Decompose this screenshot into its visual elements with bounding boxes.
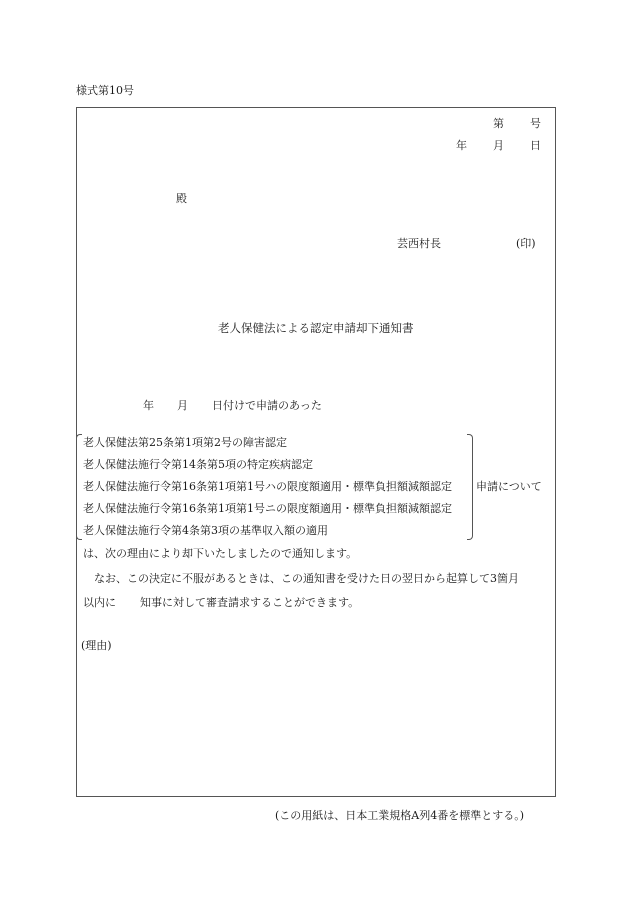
items-bracket-left (76, 434, 82, 540)
application-year: 年 (143, 399, 154, 412)
body-line-1: は、次の理由により却下いたしましたので通知します。 (83, 547, 358, 560)
document-number-suffix: 号 (530, 117, 541, 130)
reason-label: (理由) (81, 639, 112, 652)
date-month: 月 (493, 139, 504, 152)
application-month: 月 (177, 399, 188, 412)
application-type-item: 老人保健法施行令第16条第1項第1号ハの限度額適用・標準負担額減額認定 (83, 480, 452, 493)
form-number: 様式第10号 (76, 84, 134, 97)
date-day: 日 (530, 139, 541, 152)
form-box (76, 107, 556, 797)
addressee-suffix: 殿 (176, 192, 187, 205)
footer-note: (この用紙は、日本工業規格A列4番を標準とする。) (275, 809, 525, 822)
seal-mark: (印) (516, 237, 536, 250)
application-type-item: 老人保健法施行令第14条第5項の特定疾病認定 (83, 458, 313, 471)
application-type-item: 老人保健法施行令第4条第3項の基準収入額の適用 (83, 524, 328, 537)
date-year: 年 (456, 139, 467, 152)
document-number-prefix: 第 (493, 117, 504, 130)
document-title: 老人保健法による認定申請却下通知書 (218, 321, 414, 335)
items-bracket-right (467, 434, 473, 540)
application-type-item: 老人保健法第25条第1項第2号の障害認定 (83, 436, 287, 449)
items-suffix: 申請について (476, 480, 542, 493)
application-type-item: 老人保健法施行令第16条第1項第1号ニの限度額適用・標準負担額減額認定 (83, 502, 452, 515)
body-line-3-rest: 知事に対して審査請求することができます。 (140, 596, 360, 609)
application-text: 日付けで申請のあった (212, 399, 322, 412)
body-line-2: なお、この決定に不服があるときは、この通知書を受けた日の翌日から起算して3箇月 (94, 572, 519, 585)
issuer-name: 芸西村長 (397, 237, 441, 250)
body-line-3-prefix: 以内に (83, 596, 116, 609)
